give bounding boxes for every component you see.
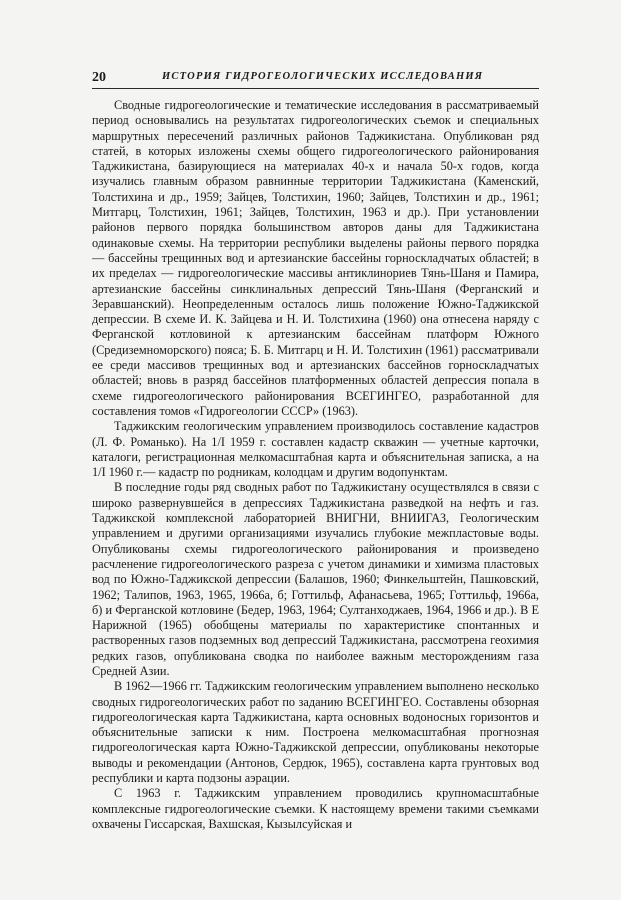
paragraph-oil-gas-research: В последние годы ряд сводных работ по Таджикистану осуществлялся в связи с широко развернувшейся в депрессиях Таджикистана разведкой на нефть и газ. Таджикской комплексной лабораторией ВНИГНИ, ВНИИГАЗ, Геологическим управлением и другими организациями изучались глубокие межпластовые воды. Опубликованы схемы гидрогеологического районирования и произведено расчленение гидрогеологического разреза с учетом динамики и химизма пластовых вод по Южно-Таджикской депрессии (Балашов, 1960; Финкельштейн, Пашковский, 1962; Талипов, 1963, 1965, 1966а, б; Готтильф, Афанасьева, 1965; Готтильф, 1966а, б) и Ферганской котловине (Бедер, 1963, 1964; Султанходжаев, 1964, 1966 и др.). В Е Нарижной (1965) обобщены материалы по характеристике спонтанных и растворенных газов подземных вод депрессий Таджикистана, рассмотрена геохимия редких газов, опубликована сводка по наиболее важным месторождениям газа Средней Азии. xyxy=(92,480,539,678)
paragraph-summary-studies: Сводные гидрогеологические и тематические исследования в рассматриваемый период основывались на результатах гидрогеологических съемок и специальных маршрутных пересечений различных районов Таджикистана. Опубликован ряд статей, в которых изложены схемы общего гидрогеологического районирования Таджикистана, базирующиеся на материалах 40-х и начала 50-х годов, когда изучались главным образом равнинные территории Таджикистана (Каменский, Толстихина и др., 1959; Зайцев, Толстихин, 1960; Зайцев, Толстихин и др., 1961; Митгарц, Толстихин, 1961; Зайцев, Толстихин, 1963 и др.). При установлении районов первого порядка большинством авторов даны для Таджикистана одинаковые схемы. На территории республики выделены районы первого порядка — бассейны трещинных вод и артезианские бассейны горноскладчатых областей; в их пределах — гидрогеологические массивы антиклинориев Тянь-Шаня и Памира, артезианские бассейны синклинальных депрессий Тянь-Шаня (Ферганский и Зеравшанский). Неопределенным осталось лишь положение Южно-Таджикской депрессии. В схеме И. К. Зайцева и Н. И. Толстихина (1960) она отнесена наряду с Ферганской котловиной к артезианским бассейнам платформ Южного (Средиземноморского) пояса; Б. Б. Митгарц и Н. И. Толстихин (1961) рассматривали ее среди массивов трещинных вод и артезианских бассейнов горноскладчатых областей; вновь в разряд бассейнов платформенных областей депрессия попала в схеме гидрогеологического районирования ВСЕГИНГЕО, разработанной для составления томов «Гидрогеологии СССР» (1963). xyxy=(92,98,539,418)
paragraph-1962-1966-works: В 1962—1966 гг. Таджикским геологическим управлением выполнено несколько сводных гидрогеологических работ по заданию ВСЕГИНГЕО. Составлены обзорная гидрогеологическая карта Таджикистана, карта основных водоносных горизонтов и объяснительные записки к ним. Построена мелкомасштабная прогнозная гидрогеологическая карта Южно-Таджикской депрессии, опубликованы некоторые выводы и рекомендации (Антонов, Сердюк, 1965), составлена карта грунтовых вод республики и карта подзоны аэрации. xyxy=(92,679,539,786)
paragraph-cadastres: Таджикским геологическим управлением производилось составление кадастров (Л. Ф. Романько). На 1/I 1959 г. составлен кадастр скважин — учетные карточки, каталоги, регистрационная мелкомасштабная карта и объяснительная записка, а на 1/I 1960 г.— кадастр по родникам, колодцам и другим водопунктам. xyxy=(92,419,539,480)
body-text xyxy=(92,98,539,832)
running-title: ИСТОРИЯ ГИДРОГЕОЛОГИЧЕСКИХ ИССЛЕДОВАНИЯ xyxy=(162,71,484,82)
paragraph-1963-surveys: С 1963 г. Таджикским управлением проводились крупномасштабные комплексные гидрогеологические съемки. К настоящему времени такими съемками охвачены Гиссарская, Вахшская, Кызылсуйская и xyxy=(92,786,539,831)
page-number: 20 xyxy=(92,70,106,85)
page-header xyxy=(92,70,539,89)
